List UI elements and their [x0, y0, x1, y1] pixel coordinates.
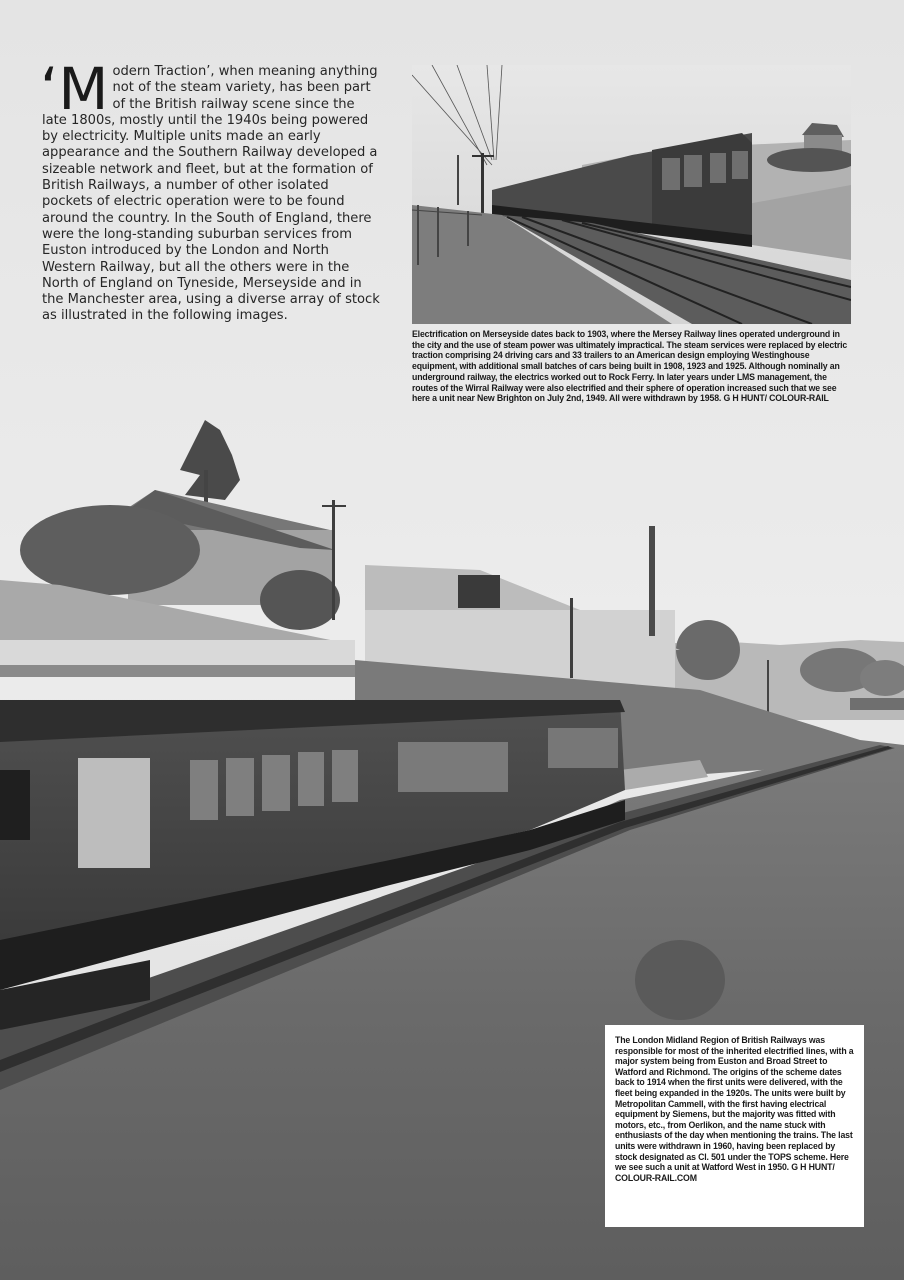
drop-cap: ‘M	[40, 55, 109, 123]
intro-paragraph	[40, 55, 382, 325]
caption-bottom: The London Midland Region of British Railways was responsible for most of the inherited electrified lines, with a major system being from Euston and Broad Street to Watford and Richmond. The origins of the scheme dates back to 1914 when the first units were delivered, with the fleet being expanded in the 1920s. The units were built by Metropolitan Cammell, with the first having electrical equipment by Siemens, but the majority was fitted with motors, etc., from Oerlikon, and the name stuck with enthusiasts of the day when mentioning the trains. The last units were withdrawn in 1960, having been replaced by stock designated as Cl. 501 under the TOPS scheme. Here we see such a unit at Watford West in 1950. G H HUNT/ COLOUR-RAIL.COM	[605, 1025, 864, 1227]
new-brighton-photo	[412, 65, 851, 324]
intro-text: odern Traction’, when meaning anything not of the steam variety, has been part of the British railway scene since the late 1800s, mostly until the 1940s being powered by electricity. Multiple units made an early appearance and the Southern Railway developed a sizeable network and fleet, but at the formation of British Railways, a number of other isolated pockets of electric operation were to be found around the country. In the South of England, there were the long-standing suburban services from Euston introduced by the London and North Western Railway, but all the others were in the North of England on Tyneside, Merseyside and in the Manchester area, using a diverse array of stock as illustrated in the following images.	[42, 64, 380, 324]
caption-top: Electrification on Merseyside dates back to 1903, where the Mersey Railway lines operated underground in the city and the use of steam power was ultimately impractical. The steam services were replaced by electric traction comprising 24 driving cars and 33 trailers to an American design employing Westinghouse equipment, with additional small batches of cars being built in 1908, 1923 and 1925. Although nominally an underground railway, the electrics worked out to Rock Ferry. In later years under LMS management, the routes of the Wirral Railway were also electrified and their sphere of operation increased such that we see here a unit near New Brighton on July 2nd, 1949. All were withdrawn by 1958. G H HUNT/ COLOUR-RAIL	[412, 329, 848, 404]
